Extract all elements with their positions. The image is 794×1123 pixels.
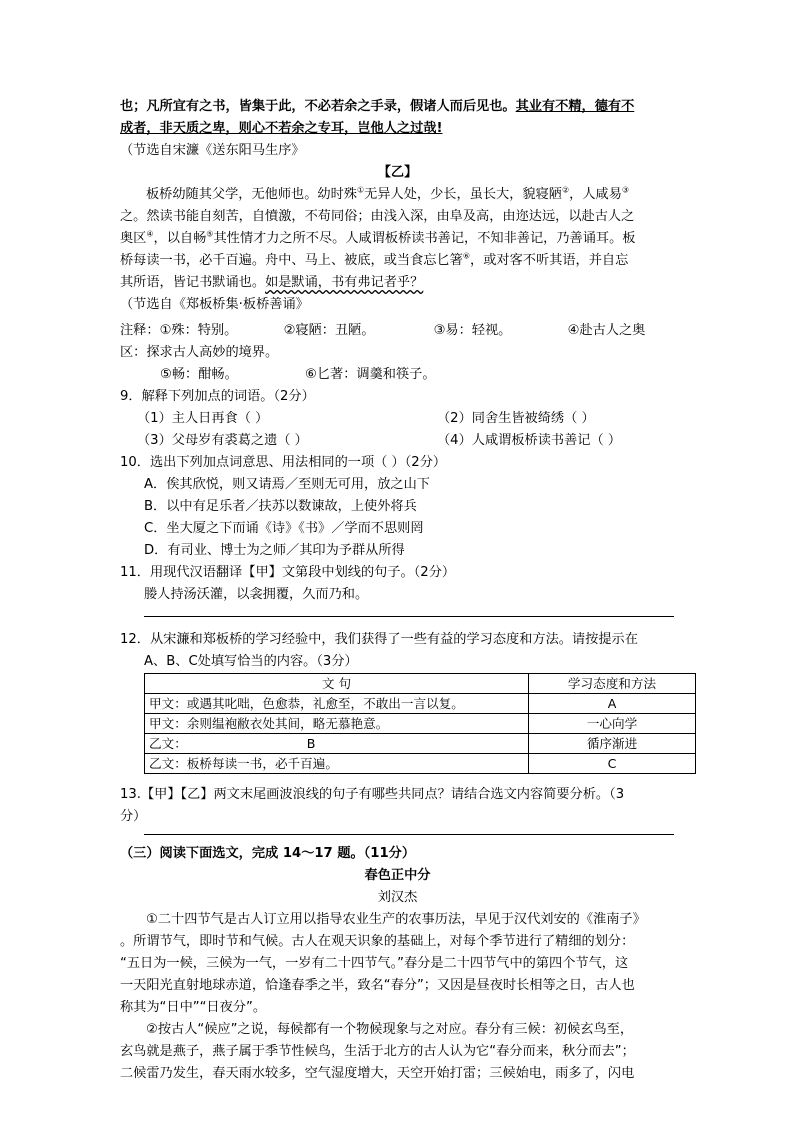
underlined-sentence-part1: 其业有不精，德有不 — [515, 99, 635, 114]
wavy-underlined-sentence: 如是默诵，书有弗记者乎？ — [265, 275, 424, 290]
footnote-mark: ① — [357, 185, 365, 195]
passage-b-heading: 【乙】 — [377, 165, 418, 180]
passage-b-line-1 — [120, 184, 675, 206]
article-title: 春色正中分 — [364, 868, 431, 883]
q11-stem: 11．用现代汉语翻译【甲】文第段中划线的句子。（2分） — [120, 565, 456, 580]
q10-stem: 10．选出下列加点词意思、用法相同的一项（ ）（2分） — [120, 455, 447, 470]
q13-stem-line-2: 分） — [120, 809, 147, 824]
table-row — [145, 734, 696, 754]
article-p2-line-1: ②按古人“候应”之说，每候都有一个物候现象与之对应。春分有三候：初候玄鸟至， — [146, 1022, 634, 1037]
note-4-part1: ④赴古人之奥 — [567, 323, 646, 338]
note-6: ⑥匕著：调羹和筷子。 — [305, 367, 436, 382]
article-p1-line-2: 。所谓节气，即时节和气候。古人在观天识象的基础上，对每个季节进行了精细的划分： — [120, 934, 635, 949]
passage-b-line-5 — [120, 272, 675, 294]
text: 奥区 — [120, 231, 147, 246]
text: 其性情才力之所不尽。人咸谓板桥读书善记，不知非善记，乃善诵耳。板 — [213, 231, 636, 246]
footnote-mark: ② — [561, 185, 570, 195]
q9-row-1 — [120, 408, 675, 430]
q12-table — [144, 673, 696, 774]
header-sentence: 文 句 — [145, 674, 529, 694]
q9-item-3: （3）父母岁有裘葛之遗（ ） — [137, 433, 308, 448]
passage-a-line-1 — [120, 96, 675, 118]
table-cell-blank-c: C — [529, 754, 696, 774]
table-cell-blank-a: A — [529, 694, 696, 714]
section-3-heading: （三）阅读下面选文，完成 14～17 题。（11分） — [120, 846, 416, 861]
table-cell: 一心向学 — [529, 714, 696, 734]
q9-item-1: （1）主人日再食（ ） — [137, 411, 269, 426]
header-method: 学习态度和方法 — [529, 674, 696, 694]
q12-stem-line-1: 12．从宋濂和郑板桥的学习经验中，我们获得了一些有益的学习态度和方法。请按提示在 — [120, 632, 638, 647]
answer-line — [144, 606, 674, 617]
text: ，或对客不听其语，并自忘 — [470, 253, 629, 268]
footnote-mark: ③ — [621, 185, 630, 195]
q9-item-2: （2）同舍生皆被绮绣（ ） — [437, 411, 595, 426]
text: 无异人处，少长，虽长大，貌寝陋 — [364, 187, 562, 202]
table-row — [145, 754, 696, 774]
note-3: ③易：轻视。 — [433, 323, 512, 338]
document-page — [120, 96, 675, 1085]
q9-row-2 — [120, 430, 675, 452]
q11-sentence: 媵人持汤沃灌，以衾拥覆，久而乃和。 — [144, 587, 369, 602]
footnote-mark: ⑥ — [462, 251, 471, 261]
footnote-mark: ⑤ — [206, 229, 214, 239]
passage-b-line-4 — [120, 250, 675, 272]
text: 桥每读一书，必千百遍。舟中、马上、被底，或当食忘匕箸 — [120, 253, 463, 268]
table-cell: 循序渐进 — [529, 734, 696, 754]
q13-stem-line-1: 13.【甲】【乙】两文末尾画波浪线的句子有哪些共同点？请结合选文内容简要分析。（3 — [120, 787, 625, 802]
passage-a-source: （节选自宋濂《送东阳马生序》 — [120, 143, 305, 158]
article-p1-line-3: “五日为一候，三候为一气，一岁有二十四节气。”春分是二十四节气中的第四个节气，这 — [120, 956, 629, 971]
q9-item-4: （4）人咸谓板桥读书善记（ ） — [437, 433, 622, 448]
text: 板桥幼随其父学，无他师也。幼时殊 — [146, 187, 357, 202]
passage-b-source: （节选自《郑板桥集·板桥善诵》 — [120, 297, 309, 312]
q10-option-d: D．有司业、博士为之师／其印为予群从所得 — [144, 543, 405, 558]
q12-stem-line-2: A、B、C处填写恰当的内容。（3分） — [144, 654, 358, 669]
table-cell — [145, 734, 529, 754]
passage-b-line-2: 之。然读书能自刻苦，自憤激，不苟同俗；由浅入深，由阜及高，由迩达远，以赴古人之 — [120, 209, 635, 224]
table-cell: 乙文：板桥每读一书，必千百遍。 — [145, 754, 529, 774]
text: ，人咸易 — [569, 187, 622, 202]
notes-label: 注释： — [120, 323, 160, 338]
note-4-part2: 区：探求古人高妙的境界。 — [120, 345, 279, 360]
article-p1-line-5: 称其为“日中”“日夜分”。 — [120, 1000, 267, 1015]
table-row — [145, 714, 696, 734]
article-p2-line-2: 玄鸟就是燕子，燕子属于季节性候鸟，生活于北方的古人认为它“春分而来，秋分而去”； — [120, 1044, 635, 1059]
article-p1-line-4: 一天阳光直射地球赤道，恰逢春季之半，致名“春分”；又因是昼夜时长相等之日，古人也 — [120, 978, 635, 993]
article-p1-line-1: ①二十四节气是古人订立用以指导农业生产的农事历法，早见于汉代刘安的《淮南子》 — [146, 912, 646, 927]
notes-line-3 — [120, 364, 675, 386]
note-2: ②寝陋：丑陋。 — [283, 323, 375, 338]
q10-option-b: B．以中有足乐者／扶苏以数谏故，上使外将兵 — [144, 499, 417, 514]
table-cell: 甲文：或遇其叱咄，色愈恭，礼愈至，不敢出一言以复。 — [145, 694, 529, 714]
note-5: ⑤畅：酣畅。 — [160, 367, 238, 382]
article-p2-line-3: 二候雷乃发生，春天雨水较多，空气湿度增大，天空开始打雷；三候始电，雨多了，闪电 — [120, 1066, 635, 1081]
q9-stem: 9．解释下列加点的词语。（2分） — [120, 389, 315, 404]
q10-option-c: C．坐大厦之下而诵《诗》《书》／学而不思则罔 — [144, 521, 424, 536]
table-cell-blank-b: B — [306, 736, 316, 751]
table-row — [145, 694, 696, 714]
passage-a-text: 也；凡所宜有之书，皆集于此，不必若余之手录，假诸人而后见也。 — [120, 99, 516, 114]
table-header-row — [145, 674, 696, 694]
text: 其所语，皆记书默诵也。 — [120, 275, 266, 290]
q10-option-a: A．俟其欣悦，则又请焉／至则无可用，放之山下 — [144, 477, 430, 492]
notes-line-1 — [120, 320, 675, 342]
text: ，以自畅 — [153, 231, 207, 246]
underlined-sentence-part2: 成者，非天质之卑，则心不若余之专耳，岂他人之过哉! — [120, 121, 443, 136]
passage-b-line-3 — [120, 228, 675, 250]
footnote-mark: ④ — [146, 229, 154, 239]
note-1: ①殊：特别。 — [159, 323, 238, 338]
answer-line — [144, 828, 674, 835]
table-cell: 甲文：余则缊袍敝衣处其间，略无慕艳意。 — [145, 714, 529, 734]
article-author: 刘汉杰 — [377, 890, 418, 905]
cell-prefix: 乙文： — [149, 736, 187, 751]
